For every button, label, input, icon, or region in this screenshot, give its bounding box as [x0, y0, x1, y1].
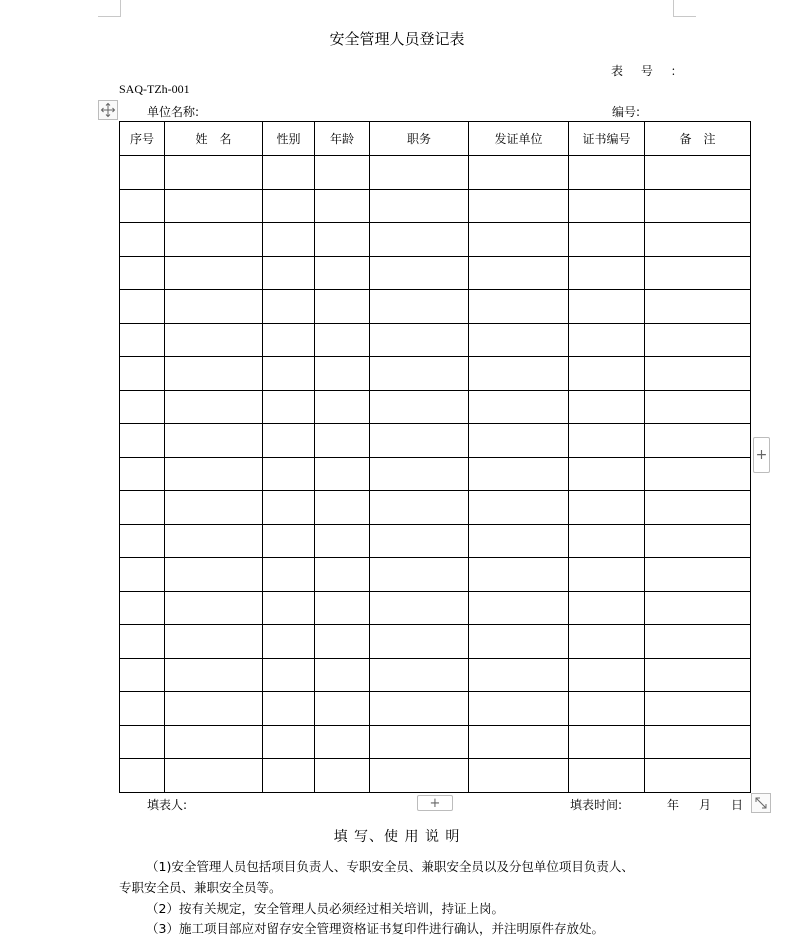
table-cell[interactable]	[263, 658, 315, 692]
table-cell[interactable]	[569, 357, 645, 391]
header-remarks: 备 注	[645, 122, 751, 156]
table-cell[interactable]	[263, 424, 315, 458]
table-cell[interactable]	[645, 725, 751, 759]
table-cell[interactable]	[315, 223, 370, 257]
table-cell[interactable]	[263, 558, 315, 592]
table-cell[interactable]	[569, 390, 645, 424]
document-code: SAQ-TZh-001	[119, 82, 190, 96]
table-cell[interactable]	[315, 290, 370, 324]
table-cell[interactable]	[569, 759, 645, 793]
table-cell[interactable]	[315, 424, 370, 458]
table-cell[interactable]	[315, 156, 370, 190]
crop-mark-top-right	[673, 0, 696, 17]
table-cell[interactable]	[120, 357, 165, 391]
table-cell[interactable]	[315, 558, 370, 592]
table-cell[interactable]	[120, 558, 165, 592]
table-row	[120, 290, 751, 324]
registration-table	[119, 121, 751, 793]
table-row	[120, 491, 751, 525]
table-cell[interactable]	[469, 457, 569, 491]
table-cell[interactable]	[645, 491, 751, 525]
table-cell[interactable]	[315, 759, 370, 793]
table-move-handle[interactable]	[98, 100, 118, 120]
table-row	[120, 189, 751, 223]
table-cell[interactable]	[120, 223, 165, 257]
table-cell[interactable]	[569, 625, 645, 659]
table-cell[interactable]	[120, 189, 165, 223]
table-cell[interactable]	[120, 625, 165, 659]
table-cell[interactable]	[370, 223, 469, 257]
table-row	[120, 725, 751, 759]
form-number-label: 表 号 ：	[611, 64, 683, 78]
table-cell[interactable]	[263, 357, 315, 391]
serial-number-label: 编号:	[612, 105, 641, 119]
table-cell[interactable]	[469, 491, 569, 525]
header-position: 职务	[370, 122, 469, 156]
table-cell[interactable]	[165, 625, 263, 659]
table-cell[interactable]	[370, 591, 469, 625]
table-cell[interactable]	[165, 223, 263, 257]
instructions-title: 填 写、使 用 说 明	[333, 829, 461, 845]
table-cell[interactable]	[370, 457, 469, 491]
table-cell[interactable]	[165, 424, 263, 458]
table-cell[interactable]	[120, 725, 165, 759]
table-cell[interactable]	[370, 725, 469, 759]
table-cell[interactable]	[469, 357, 569, 391]
table-cell[interactable]	[370, 558, 469, 592]
table-header-row	[120, 122, 751, 156]
table-cell[interactable]	[165, 457, 263, 491]
table-row	[120, 457, 751, 491]
table-cell[interactable]	[645, 256, 751, 290]
table-cell[interactable]	[645, 625, 751, 659]
table-cell[interactable]	[315, 357, 370, 391]
table-cell[interactable]	[569, 658, 645, 692]
document-title: 安全管理人员登记表	[329, 30, 465, 48]
table-cell[interactable]	[165, 357, 263, 391]
table-cell[interactable]	[469, 323, 569, 357]
table-cell[interactable]	[165, 323, 263, 357]
table-cell[interactable]	[469, 725, 569, 759]
table-row	[120, 424, 751, 458]
table-row	[120, 625, 751, 659]
day-label: 日	[731, 798, 744, 812]
table-cell[interactable]	[645, 759, 751, 793]
table-row	[120, 591, 751, 625]
table-cell[interactable]	[569, 290, 645, 324]
table-cell[interactable]	[165, 725, 263, 759]
table-cell[interactable]	[469, 524, 569, 558]
table-cell[interactable]	[569, 457, 645, 491]
table-cell[interactable]	[569, 223, 645, 257]
table-cell[interactable]	[165, 591, 263, 625]
add-column-button[interactable]	[753, 437, 770, 473]
table-cell[interactable]	[263, 156, 315, 190]
header-issuing-unit: 发证单位	[469, 122, 569, 156]
table-cell[interactable]	[120, 759, 165, 793]
header-serial: 序号	[120, 122, 165, 156]
table-cell[interactable]	[165, 524, 263, 558]
table-cell[interactable]	[469, 390, 569, 424]
table-cell[interactable]	[469, 156, 569, 190]
table-cell[interactable]	[645, 658, 751, 692]
table-cell[interactable]	[645, 156, 751, 190]
table-cell[interactable]	[370, 189, 469, 223]
table-cell[interactable]	[370, 625, 469, 659]
table-cell[interactable]	[469, 223, 569, 257]
table-cell[interactable]	[165, 759, 263, 793]
plus-icon: +	[429, 795, 441, 811]
table-cell[interactable]	[469, 625, 569, 659]
table-cell[interactable]	[370, 390, 469, 424]
table-cell[interactable]	[645, 390, 751, 424]
table-cell[interactable]	[263, 189, 315, 223]
table-cell[interactable]	[120, 290, 165, 324]
table-cell[interactable]	[120, 424, 165, 458]
table-cell[interactable]	[469, 189, 569, 223]
table-cell[interactable]	[315, 591, 370, 625]
table-row	[120, 759, 751, 793]
table-cell[interactable]	[263, 692, 315, 726]
instruction-line-3: （3）施工项目部应对留存安全管理资格证书复印件进行确认，并注明原件存放处。	[146, 921, 604, 936]
table-cell[interactable]	[645, 290, 751, 324]
header-age: 年龄	[315, 122, 370, 156]
table-row	[120, 323, 751, 357]
table-cell[interactable]	[165, 290, 263, 324]
move-arrows-icon	[100, 102, 116, 118]
instruction-line-2: （2）按有关规定，安全管理人员必须经过相关培训，持证上岗。	[146, 901, 504, 916]
table-cell[interactable]	[315, 256, 370, 290]
table-cell[interactable]	[370, 692, 469, 726]
table-cell[interactable]	[120, 524, 165, 558]
table-cell[interactable]	[165, 692, 263, 726]
table-cell[interactable]	[370, 524, 469, 558]
table-row	[120, 223, 751, 257]
table-cell[interactable]	[370, 323, 469, 357]
table-cell[interactable]	[165, 156, 263, 190]
table-cell[interactable]	[469, 558, 569, 592]
table-cell[interactable]	[315, 189, 370, 223]
table-cell[interactable]	[469, 658, 569, 692]
table-cell[interactable]	[263, 390, 315, 424]
table-cell[interactable]	[315, 457, 370, 491]
table-cell[interactable]	[120, 256, 165, 290]
table-row	[120, 390, 751, 424]
plus-icon: +	[755, 447, 768, 463]
table-cell[interactable]	[569, 491, 645, 525]
table-cell[interactable]	[645, 692, 751, 726]
table-cell[interactable]	[645, 424, 751, 458]
table-cell[interactable]	[469, 759, 569, 793]
table-cell[interactable]	[315, 625, 370, 659]
table-cell[interactable]	[469, 591, 569, 625]
table-cell[interactable]	[569, 189, 645, 223]
table-cell[interactable]	[120, 457, 165, 491]
table-row	[120, 357, 751, 391]
table-cell[interactable]	[569, 558, 645, 592]
table-cell[interactable]	[263, 625, 315, 659]
table-cell[interactable]	[315, 323, 370, 357]
table-cell[interactable]	[569, 524, 645, 558]
table-row	[120, 558, 751, 592]
table-cell[interactable]	[370, 759, 469, 793]
table-cell[interactable]	[263, 491, 315, 525]
header-certificate-number: 证书编号	[569, 122, 645, 156]
table-cell[interactable]	[370, 357, 469, 391]
date-fields	[667, 796, 763, 813]
table-cell[interactable]	[165, 256, 263, 290]
table-row	[120, 692, 751, 726]
table-cell[interactable]	[263, 759, 315, 793]
table-cell[interactable]	[645, 323, 751, 357]
table-cell[interactable]	[645, 558, 751, 592]
table-cell[interactable]	[315, 524, 370, 558]
table-cell[interactable]	[165, 390, 263, 424]
table-cell[interactable]	[370, 658, 469, 692]
table-cell[interactable]	[645, 357, 751, 391]
table-cell[interactable]	[370, 491, 469, 525]
table-cell[interactable]	[263, 457, 315, 491]
table-cell[interactable]	[315, 658, 370, 692]
table-cell[interactable]	[165, 189, 263, 223]
table-cell[interactable]	[315, 725, 370, 759]
table-cell[interactable]	[120, 390, 165, 424]
table-cell[interactable]	[569, 424, 645, 458]
table-cell[interactable]	[569, 323, 645, 357]
table-row	[120, 524, 751, 558]
table-cell[interactable]	[120, 591, 165, 625]
table-cell[interactable]	[645, 524, 751, 558]
year-label: 年	[667, 798, 680, 812]
table-row	[120, 256, 751, 290]
table-cell[interactable]	[569, 256, 645, 290]
table-row	[120, 658, 751, 692]
header-name: 姓 名	[165, 122, 263, 156]
table-cell[interactable]	[645, 591, 751, 625]
header-gender: 性别	[263, 122, 315, 156]
instruction-line-1a: （1)安全管理人员包括项目负责人、专职安全员、兼职安全员以及分包单位项目负责人、	[146, 859, 634, 874]
table-cell[interactable]	[315, 692, 370, 726]
table-cell[interactable]	[263, 223, 315, 257]
add-row-button[interactable]	[417, 795, 453, 811]
table-cell[interactable]	[120, 692, 165, 726]
table-cell[interactable]	[263, 725, 315, 759]
table-cell[interactable]	[370, 256, 469, 290]
table-cell[interactable]	[569, 692, 645, 726]
table-cell[interactable]	[645, 223, 751, 257]
table-row	[120, 156, 751, 190]
table-cell[interactable]	[165, 658, 263, 692]
table-cell[interactable]	[569, 156, 645, 190]
table-cell[interactable]	[120, 156, 165, 190]
table-cell[interactable]	[165, 558, 263, 592]
table-cell[interactable]	[120, 323, 165, 357]
table-cell[interactable]	[315, 491, 370, 525]
table-cell[interactable]	[263, 290, 315, 324]
table-cell[interactable]	[263, 524, 315, 558]
table-cell[interactable]	[370, 424, 469, 458]
table-cell[interactable]	[469, 256, 569, 290]
table-cell[interactable]	[315, 390, 370, 424]
table-cell[interactable]	[569, 725, 645, 759]
table-cell[interactable]	[645, 189, 751, 223]
crop-mark-top-left	[98, 0, 121, 17]
month-label: 月	[699, 798, 712, 812]
unit-name-label: 单位名称:	[147, 105, 200, 119]
instruction-line-1b: 专职安全员、兼职安全员等。	[119, 880, 282, 895]
table-cell[interactable]	[165, 491, 263, 525]
filler-label: 填表人:	[147, 798, 188, 812]
table-cell[interactable]	[370, 156, 469, 190]
table-cell[interactable]	[469, 290, 569, 324]
table-cell[interactable]	[263, 256, 315, 290]
table-cell[interactable]	[263, 323, 315, 357]
table-cell[interactable]	[645, 457, 751, 491]
table-cell[interactable]	[469, 424, 569, 458]
table-cell[interactable]	[263, 591, 315, 625]
table-cell[interactable]	[569, 591, 645, 625]
table-cell[interactable]	[370, 290, 469, 324]
table-cell[interactable]	[120, 491, 165, 525]
table-cell[interactable]	[120, 658, 165, 692]
table-cell[interactable]	[469, 692, 569, 726]
fill-time-label: 填表时间:	[570, 798, 623, 812]
